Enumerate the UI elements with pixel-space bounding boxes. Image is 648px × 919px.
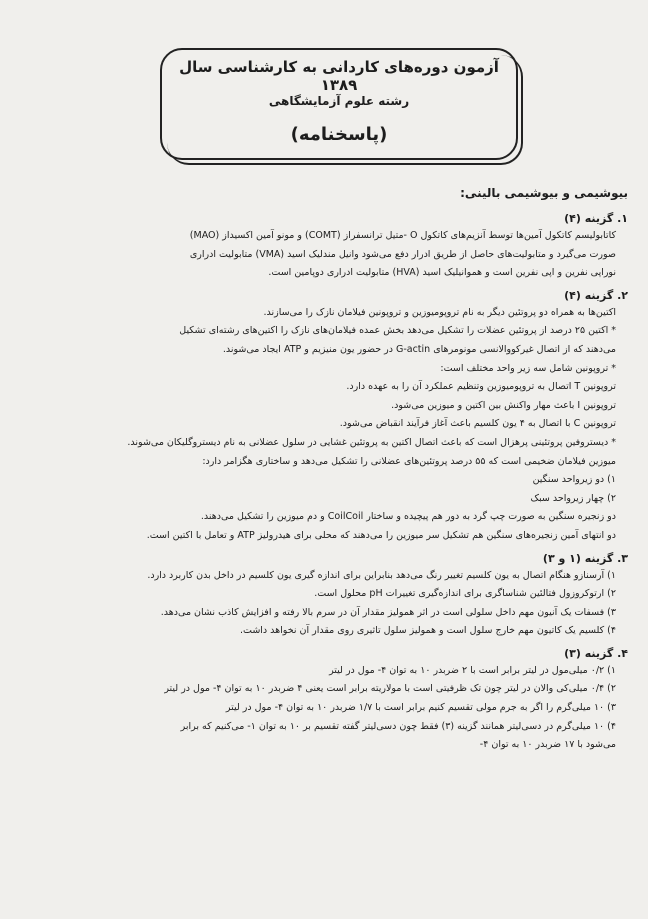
answer-line: ۲) چهار زیرواحد سبک [530,492,616,504]
answer-line: می‌شود با ۱۷ ضربدر ۱۰ به توان ۴- [479,739,616,751]
answer-line: ۳) ۱۰ میلی‌گرم را اگر به جرم مولی تقسیم کنیم برابر است با ۱/۷ ضربدر ۱۰ به توان ۴- مول در لیتر [225,702,616,714]
answer-line: ۴) کلسیم یک کاتیون مهم خارج سلول است و همولیز سلول تاثیری روی مقدار آن نخواهد داشت. [239,625,616,637]
answer-line: اکتین‌ها به همراه دو پروتئین دیگر به نام تروپومیوزین و تروپونین فیلامان نازک را می‌سازند. [263,306,616,318]
question-list [60,212,628,755]
answer-line: کاتابولیسم کاتکول آمین‌ها توسط آنزیم‌های کاتکول O -متیل ترانسفراز (COMT) و مونو آمین اکسیداز (MAO) [189,230,616,241]
answer-block [60,212,628,283]
answer-line: ۱) آرسنازو هنگام اتصال به یون کلسیم تغییر رنگ می‌دهد بنابراین برای اندازه گیری یون کلسیم در داخل بدن کاربرد دارد. [147,569,616,581]
answer-heading: ۴. گزینه (۳) [564,646,628,660]
answer-line: ۴) ۱۰ میلی‌گرم در دسی‌لیتر همانند گزینه (۳) فقط چون دسی‌لیتر گفته تقسیم بر ۱۰ به توان ۱- می‌کنیم که برابر [180,720,616,732]
exam-subtitle: رشته علوم آزمایشگاهی [268,94,410,108]
answer-line: تروپونین I باعث مهار واکنش بین اکتین و میوزین می‌شود. [391,399,616,411]
answer-block [60,289,628,546]
answer-line: صورت می‌گیرد و متابولیت‌های حاصل از طریق ادرار دفع می‌شود وانیل مندلیک اسید (VMA) متابولیت ادراری [189,248,616,260]
answer-block [60,647,628,755]
answer-heading: ۳. گزینه (۱ و ۳) [542,551,628,565]
answer-line: * تروپونین شامل سه زیر واحد مختلف است: [440,362,616,374]
answer-line: میوزین فیلامان ضخیمی است که ۵۵ درصد پروتئین‌های عضلانی را تشکیل می‌دهد و ساختاری هگزامر دارد: [202,455,616,467]
answer-line: * دیستروفین پروتئینی پرهزال است که باعث اتصال اکتین به پروتئین غشایی در سلول عضلانی به نام دیستروگلیکان می‌شوند. [127,436,616,448]
answer-line: می‌دهند که از اتصال غیرکووالانسی مونومرهای G-actin در حضور یون منیزیم و ATP ایجاد می‌شوند. [222,343,616,355]
exam-title: آزمون دوره‌های کاردانی به کارشناسی سال ۱۳۸۹ [179,58,499,94]
answer-key-label: (پاسخنامه) [290,124,388,145]
section-title: بیوشیمی و بیوشیمی بالینی: [460,186,628,200]
answer-heading: ۲. گزینه (۴) [564,288,628,302]
answer-line: تروپونین T اتصال به تروپومیوزین وتنظیم عملکرد آن را به عهده دارد. [346,381,616,393]
answer-line: نوراپی نفرین و اپی نفرین است و هموانیلیک اسید (HVA) متابولیت ادراری دوپامین است. [268,267,616,279]
answer-heading: ۱. گزینه (۴) [564,212,628,225]
answer-line: * اکتین ۲۵ درصد از پروتئین عضلات را تشکیل می‌دهد بخش عمده فیلامان‌های نازک را اکتین‌های رشته‌ای تشکیل [179,325,616,337]
answer-line: ۱) دو زیرواحد سنگین [532,474,616,486]
answer-line: ۲) ۰/۴ میلی‌کی والان در لیتر چون تک ظرفیتی است با مولاریته برابر است یعنی ۴ ضربدر ۱۰ به توان ۴- مول در لیتر [164,683,616,695]
title-frame [160,48,518,160]
answer-line: ۱) ۰/۲ میلی‌مول در لیتر برابر است با ۲ ضربدر ۱۰ به توان ۴- مول در لیتر [329,664,616,676]
answer-line: ۲) ارتوکروزول فتالئین شناساگری برای اندازه‌گیری تغییرات pH محلول است. [314,588,616,600]
answer-block [60,552,628,641]
answer-line: دو زنجیره سنگین به صورت چپ گرد به دور هم پیچیده و ساختار CoilCoil و دم میوزین را تشکیل می‌دهند. [200,511,616,523]
answers-body [60,186,628,755]
answer-line: دو انتهای آمین زنجیره‌های سنگین هم تشکیل سر میوزین را می‌دهند که محلی برای هیدرولیز ATP و تعامل با اکتین است. [146,529,616,541]
answer-line: تروپونین C با اتصال به ۴ یون کلسیم باعث آغاز فرآیند انقباض می‌شود. [339,418,616,430]
answer-line: ۳) فسفات یک آنیون مهم داخل سلولی است در اثر همولیز مقدار آن در سرم بالا رفته و افزایش کاذب نشان می‌دهد. [160,606,616,618]
